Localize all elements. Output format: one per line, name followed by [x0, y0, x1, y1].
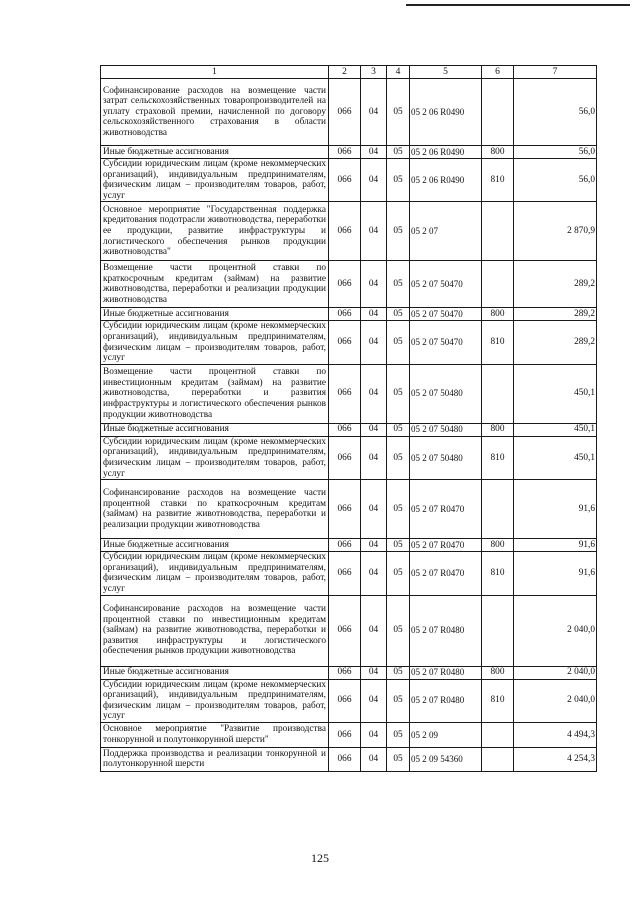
row-expense-type-cell: 800: [482, 308, 514, 321]
row-expense-type-cell: [482, 202, 514, 261]
row-ministry-code-cell: 066: [329, 552, 361, 595]
table-row: [101, 321, 597, 364]
row-ministry-code-cell: 066: [329, 722, 361, 747]
row-ministry-code-cell: 066: [329, 308, 361, 321]
row-target-code-cell: 05 2 07 R0480: [410, 666, 482, 679]
row-ministry-code-cell: 066: [329, 202, 361, 261]
row-section-cell: 04: [361, 722, 387, 747]
table-row: [101, 146, 597, 159]
row-target-code-cell: 05 2 07 50470: [410, 308, 482, 321]
row-ministry-code-cell: 066: [329, 666, 361, 679]
row-ministry-code-cell: 066: [329, 595, 361, 666]
row-ministry-code-cell: 066: [329, 747, 361, 771]
row-expense-type-cell: [482, 747, 514, 771]
row-expense-type-cell: [482, 79, 514, 146]
row-subsection-cell: 05: [387, 79, 410, 146]
table-row: [101, 722, 597, 747]
row-subsection-cell: 05: [387, 722, 410, 747]
row-section-cell: 04: [361, 159, 387, 202]
row-expense-type-cell: 800: [482, 666, 514, 679]
row-name-cell: Субсидии юридическим лицам (кроме некоммерческих организаций), индивидуальным предпринимателям, физическим лицам – производителям товаров, работ, услуг: [101, 321, 329, 364]
row-amount-cell: 450,1: [514, 364, 597, 423]
row-expense-type-cell: 810: [482, 436, 514, 479]
row-section-cell: 04: [361, 261, 387, 308]
row-expense-type-cell: 810: [482, 321, 514, 364]
row-ministry-code-cell: 066: [329, 159, 361, 202]
row-subsection-cell: 05: [387, 595, 410, 666]
row-subsection-cell: 05: [387, 202, 410, 261]
row-target-code-cell: 05 2 06 R0490: [410, 79, 482, 146]
row-section-cell: 04: [361, 364, 387, 423]
row-ministry-code-cell: 066: [329, 539, 361, 552]
row-ministry-code-cell: 066: [329, 679, 361, 722]
header-cell: 6: [482, 66, 514, 79]
row-subsection-cell: 05: [387, 679, 410, 722]
row-target-code-cell: 05 2 09: [410, 722, 482, 747]
row-amount-cell: 56,0: [514, 146, 597, 159]
row-name-cell: Софинансирование расходов на возмещение части процентной ставки по инвестиционным кредитам (займам) на развитие животноводства, переработки и развития инфраструктуры и логистического обеспечения рынков продукции животноводства: [101, 595, 329, 666]
row-name-cell: Основное мероприятие "Государственная поддержка кредитования подотрасли животноводства, переработки ее продукции, развитие инфраструктуры и логистического обеспечения рынков продукции животноводства": [101, 202, 329, 261]
row-section-cell: 04: [361, 79, 387, 146]
row-expense-type-cell: 800: [482, 539, 514, 552]
row-target-code-cell: 05 2 07 R0470: [410, 539, 482, 552]
row-ministry-code-cell: 066: [329, 480, 361, 539]
row-target-code-cell: 05 2 07 50480: [410, 364, 482, 423]
budget-table: [100, 65, 597, 772]
row-ministry-code-cell: 066: [329, 436, 361, 479]
table-row: [101, 539, 597, 552]
table-row: [101, 308, 597, 321]
row-expense-type-cell: [482, 722, 514, 747]
row-amount-cell: 91,6: [514, 539, 597, 552]
row-ministry-code-cell: 066: [329, 79, 361, 146]
row-amount-cell: 4 254,3: [514, 747, 597, 771]
row-name-cell: Субсидии юридическим лицам (кроме некоммерческих организаций), индивидуальным предпринимателям, физическим лицам – производителям товаров, работ, услуг: [101, 436, 329, 479]
row-expense-type-cell: 810: [482, 679, 514, 722]
table-row: [101, 79, 597, 146]
row-amount-cell: 91,6: [514, 552, 597, 595]
header-cell: 3: [361, 66, 387, 79]
row-amount-cell: 4 494,3: [514, 722, 597, 747]
row-amount-cell: 56,0: [514, 79, 597, 146]
row-subsection-cell: 05: [387, 666, 410, 679]
row-expense-type-cell: [482, 480, 514, 539]
row-name-cell: Иные бюджетные ассигнования: [101, 146, 329, 159]
row-name-cell: Поддержка производства и реализации тонкорунной и полутонкорунной шерсти: [101, 747, 329, 771]
top-rule: [406, 4, 630, 6]
row-subsection-cell: 05: [387, 423, 410, 436]
row-section-cell: 04: [361, 202, 387, 261]
row-name-cell: Возмещение части процентной ставки по краткосрочным кредитам (займам) на развитие животноводства, переработки и реализации продукции животноводства: [101, 261, 329, 308]
row-amount-cell: 56,0: [514, 159, 597, 202]
row-section-cell: 04: [361, 539, 387, 552]
row-subsection-cell: 05: [387, 539, 410, 552]
row-name-cell: Иные бюджетные ассигнования: [101, 539, 329, 552]
row-section-cell: 04: [361, 146, 387, 159]
row-target-code-cell: 05 2 06 R0490: [410, 159, 482, 202]
row-expense-type-cell: 800: [482, 423, 514, 436]
row-name-cell: Софинансирование расходов на возмещение части процентной ставки по краткосрочным кредитам (займам) на развитие животноводства, переработки и реализации продукции животноводства: [101, 480, 329, 539]
row-target-code-cell: 05 2 07 50480: [410, 423, 482, 436]
row-target-code-cell: 05 2 07 R0480: [410, 679, 482, 722]
header-cell: 4: [387, 66, 410, 79]
row-amount-cell: 289,2: [514, 321, 597, 364]
row-target-code-cell: 05 2 07 R0480: [410, 595, 482, 666]
row-amount-cell: 2 040,0: [514, 679, 597, 722]
table-row: [101, 747, 597, 771]
table-body: [101, 66, 597, 772]
row-name-cell: Софинансирование расходов на возмещение части затрат сельскохозяйственных товаропроизводителей на уплату страховой премии, начисленной по договору сельскохозяйственного страхования в области животноводства: [101, 79, 329, 146]
row-amount-cell: 450,1: [514, 436, 597, 479]
row-section-cell: 04: [361, 480, 387, 539]
row-expense-type-cell: 810: [482, 159, 514, 202]
row-expense-type-cell: [482, 364, 514, 423]
row-expense-type-cell: [482, 261, 514, 308]
row-subsection-cell: 05: [387, 308, 410, 321]
row-ministry-code-cell: 066: [329, 364, 361, 423]
header-cell: 2: [329, 66, 361, 79]
row-amount-cell: 2 040,0: [514, 666, 597, 679]
table-row: [101, 679, 597, 722]
row-expense-type-cell: 810: [482, 552, 514, 595]
table-row: [101, 159, 597, 202]
row-subsection-cell: 05: [387, 261, 410, 308]
page-number: 125: [311, 851, 329, 865]
row-subsection-cell: 05: [387, 552, 410, 595]
row-ministry-code-cell: 066: [329, 321, 361, 364]
table-row: [101, 261, 597, 308]
table-row: [101, 202, 597, 261]
row-target-code-cell: 05 2 06 R0490: [410, 146, 482, 159]
table-row: [101, 666, 597, 679]
row-subsection-cell: 05: [387, 321, 410, 364]
row-amount-cell: 289,2: [514, 261, 597, 308]
table-row: [101, 595, 597, 666]
row-ministry-code-cell: 066: [329, 146, 361, 159]
row-expense-type-cell: 800: [482, 146, 514, 159]
row-name-cell: Основное мероприятие "Развитие производства тонкорунной и полутонкорунной шерсти": [101, 722, 329, 747]
row-subsection-cell: 05: [387, 146, 410, 159]
row-name-cell: Иные бюджетные ассигнования: [101, 666, 329, 679]
table-row: [101, 436, 597, 479]
table-row: [101, 480, 597, 539]
row-name-cell: Субсидии юридическим лицам (кроме некоммерческих организаций), индивидуальным предпринимателям, физическим лицам – производителям товаров, работ, услуг: [101, 552, 329, 595]
row-section-cell: 04: [361, 552, 387, 595]
row-section-cell: 04: [361, 436, 387, 479]
row-amount-cell: 2 040,0: [514, 595, 597, 666]
row-section-cell: 04: [361, 308, 387, 321]
row-subsection-cell: 05: [387, 159, 410, 202]
row-section-cell: 04: [361, 423, 387, 436]
row-amount-cell: 289,2: [514, 308, 597, 321]
row-amount-cell: 2 870,9: [514, 202, 597, 261]
row-name-cell: Возмещение части процентной ставки по инвестиционным кредитам (займам) на развитие животноводства, переработки и развития инфраструктуры и логистического обеспечения рынков продукции животноводства: [101, 364, 329, 423]
row-target-code-cell: 05 2 07 R0470: [410, 552, 482, 595]
row-ministry-code-cell: 066: [329, 423, 361, 436]
table-row: [101, 423, 597, 436]
row-section-cell: 04: [361, 747, 387, 771]
row-expense-type-cell: [482, 595, 514, 666]
row-section-cell: 04: [361, 321, 387, 364]
row-target-code-cell: 05 2 07: [410, 202, 482, 261]
row-name-cell: Субсидии юридическим лицам (кроме некоммерческих организаций), индивидуальным предпринимателям, физическим лицам – производителям товаров, работ, услуг: [101, 679, 329, 722]
header-cell: 5: [410, 66, 482, 79]
row-subsection-cell: 05: [387, 480, 410, 539]
row-ministry-code-cell: 066: [329, 261, 361, 308]
header-row: [101, 66, 597, 79]
row-subsection-cell: 05: [387, 747, 410, 771]
row-amount-cell: 91,6: [514, 480, 597, 539]
header-cell: 1: [101, 66, 329, 79]
table-row: [101, 552, 597, 595]
table-row: [101, 364, 597, 423]
row-subsection-cell: 05: [387, 436, 410, 479]
row-name-cell: Субсидии юридическим лицам (кроме некоммерческих организаций), индивидуальным предпринимателям, физическим лицам – производителям товаров, работ, услуг: [101, 159, 329, 202]
row-name-cell: Иные бюджетные ассигнования: [101, 423, 329, 436]
row-name-cell: Иные бюджетные ассигнования: [101, 308, 329, 321]
row-target-code-cell: 05 2 09 54360: [410, 747, 482, 771]
row-target-code-cell: 05 2 07 50470: [410, 261, 482, 308]
row-target-code-cell: 05 2 07 50470: [410, 321, 482, 364]
row-section-cell: 04: [361, 679, 387, 722]
row-section-cell: 04: [361, 595, 387, 666]
row-subsection-cell: 05: [387, 364, 410, 423]
row-amount-cell: 450,1: [514, 423, 597, 436]
row-section-cell: 04: [361, 666, 387, 679]
row-target-code-cell: 05 2 07 R0470: [410, 480, 482, 539]
row-target-code-cell: 05 2 07 50480: [410, 436, 482, 479]
header-cell: 7: [514, 66, 597, 79]
